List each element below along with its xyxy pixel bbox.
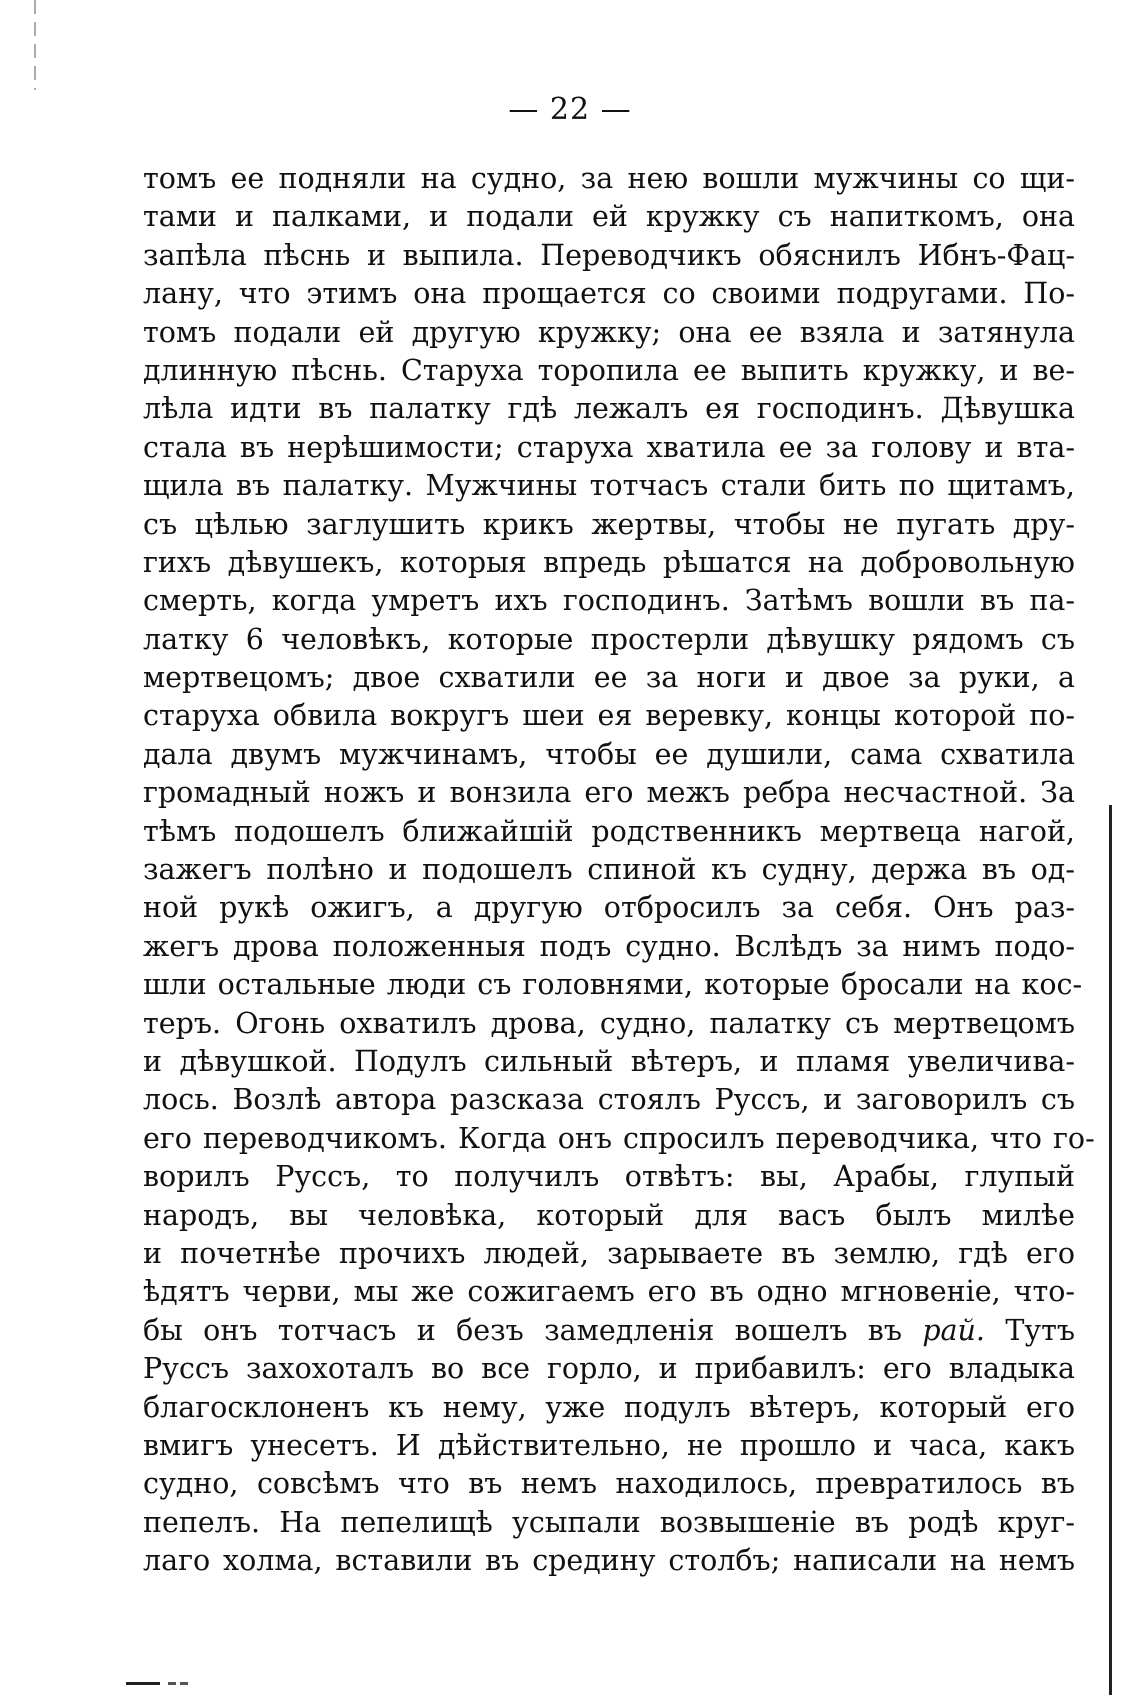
text-line: тами и палками, и подали ей кружку съ напиткомъ, она (143, 200, 1075, 234)
text-line: пепелъ. На пепелищѣ усыпали возвышеніе въ родѣ круг- (143, 1505, 1075, 1539)
text-line: съ цѣлью заглушить крикъ жертвы, чтобы не пугать дру- (143, 507, 1075, 541)
text-line: лѣла идти въ палатку гдѣ лежалъ ея господинъ. Дѣвушка (143, 392, 1075, 426)
text-line: запѣла пѣснь и выпила. Переводчикъ обяснилъ Ибнъ-Фац- (143, 238, 1075, 272)
text-line: мертвецомъ; двое схватили ее за ноги и двое за руки, а (143, 661, 1075, 695)
text-line: судно, совсѣмъ что въ немъ находилось, превратилось въ (143, 1467, 1075, 1501)
text-line: его переводчикомъ. Когда онъ спросилъ переводчика, что го- (143, 1121, 1095, 1155)
text-line: зажегъ полѣно и подошелъ спиной къ судну, держа въ од- (143, 853, 1075, 887)
text-line: жегъ дрова положенныя подъ судно. Вслѣдъ за нимъ подо- (143, 929, 1075, 963)
page-number: — 22 — (508, 92, 632, 127)
italic-word: рай. (922, 1313, 985, 1347)
text-fragment: бы онъ тотчасъ и безъ замедленія вошелъ въ (143, 1313, 902, 1347)
text-line: длинную пѣснь. Старуха торопила ее выпить кружку, и ве- (143, 353, 1075, 387)
text-line-with-italic (143, 1312, 1075, 1350)
text-line: тѣмъ подошелъ ближайшій родственникъ мертвеца нагой, (143, 814, 1075, 848)
text-line: и дѣвушкой. Подулъ сильный вѣтеръ, и пламя увеличива- (143, 1044, 1075, 1078)
text-line: латку 6 человѣкъ, которые простерли дѣвушку рядомъ съ (143, 622, 1075, 656)
body-text (143, 160, 1095, 1580)
scan-artifact-left (34, 0, 36, 90)
text-line: томъ ее подняли на судно, за нею вошли мужчины со щи- (143, 162, 1075, 195)
text-line: лось. Возлѣ автора разсказа стоялъ Руссъ, и заговорилъ съ (143, 1083, 1075, 1117)
scan-artifact-right (1109, 805, 1112, 1695)
text-line: стала въ нерѣшимости; старуха хватила ее за голову и вта- (143, 430, 1075, 464)
text-line: ной рукѣ ожигъ, а другую отбросилъ за себя. Онъ раз- (143, 891, 1075, 925)
text-line: гихъ дѣвушекъ, которыя впредь рѣшатся на добровольную (143, 545, 1075, 579)
text-line: вмигъ унесетъ. И дѣйствительно, не прошло и часа, какъ (143, 1428, 1075, 1462)
text-line: шли остальные люди съ головнями, которые бросали на кос- (143, 968, 1083, 1002)
text-line: и почетнѣе прочихъ людей, зарываете въ землю, гдѣ его (143, 1236, 1075, 1270)
text-line: лаго холма, вставили въ средину столбъ; написали на немъ (143, 1544, 1075, 1578)
text-line: смерть, когда умретъ ихъ господинъ. Затѣмъ вошли въ па- (143, 584, 1075, 618)
text-line: громадный ножъ и вонзила его межъ ребра несчастной. За (143, 776, 1075, 810)
text-line: благосклоненъ къ нему, уже подулъ вѣтеръ, который его (143, 1390, 1075, 1424)
text-line: старуха обвила вокругъ шеи ея веревку, концы которой по- (143, 699, 1075, 733)
text-line: щила въ палатку. Мужчины тотчасъ стали бить по щитамъ, (143, 469, 1075, 503)
text-line: народъ, вы человѣка, который для васъ былъ милѣе (143, 1198, 1075, 1232)
text-line: Руссъ захохоталъ во все горло, и прибавилъ: его владыка (143, 1352, 1075, 1386)
text-line: теръ. Огонь охватилъ дрова, судно, палатку съ мертвецомъ (143, 1006, 1075, 1040)
text-line: дала двумъ мужчинамъ, чтобы ее душили, сама схватила (143, 737, 1075, 771)
text-fragment: Тутъ (1005, 1313, 1075, 1347)
text-line: томъ подали ей другую кружку; она ее взяла и затянула (143, 315, 1075, 349)
scan-artifact-bottom (126, 1682, 188, 1685)
text-line: ворилъ Руссъ, то получилъ отвѣтъ: вы, Арабы, глупый (143, 1160, 1075, 1194)
text-line: ѣдятъ черви, мы же сожигаемъ его въ одно мгновеніе, что- (143, 1275, 1075, 1309)
text-line: лану, что этимъ она прощается со своими подругами. По- (143, 277, 1075, 311)
